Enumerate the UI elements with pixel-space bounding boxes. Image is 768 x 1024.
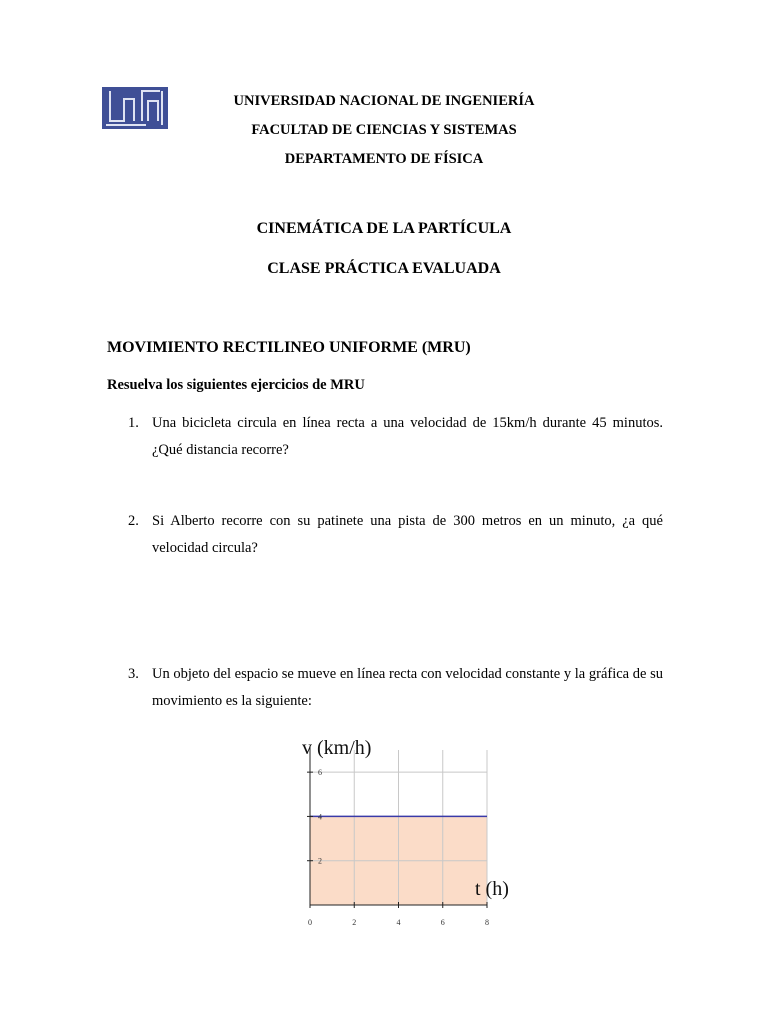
exercise-number: 3. <box>128 666 139 682</box>
x-tick-label: 2 <box>352 918 357 927</box>
x-axis-label: t (h) <box>475 878 509 900</box>
exercise-number: 1. <box>128 415 139 431</box>
y-tick-label: 4 <box>318 812 322 822</box>
exercise-text: Una bicicleta circula en línea recta a una velocidad de 15km/h durante 45 minutos. ¿Qué distancia recorre? <box>152 415 663 458</box>
instructions: Resuelva los siguientes ejercicios de MRU <box>107 377 365 393</box>
document-title: CINEMÁTICA DE LA PARTÍCULA <box>256 220 512 237</box>
y-tick-label: 6 <box>318 768 322 778</box>
exercise-text: Si Alberto recorre con su patinete una pista de 300 metros en un minuto, ¿a qué velocidad circula? <box>152 513 663 556</box>
exercise-number: 2. <box>128 513 139 529</box>
exercise-3 <box>128 661 663 715</box>
y-axis-label: v (km/h) <box>302 737 372 759</box>
velocity-time-graph <box>290 732 530 932</box>
exercise-1 <box>128 410 663 464</box>
section-heading: MOVIMIENTO RECTILINEO UNIFORME (MRU) <box>107 339 471 356</box>
exercise-text: Un objeto del espacio se mueve en línea recta con velocidad constante y la gráfica de su movimiento es la siguiente: <box>152 666 663 709</box>
exercise-2 <box>128 508 663 562</box>
x-tick-label: 0 <box>308 918 312 927</box>
x-tick-label: 8 <box>485 918 489 927</box>
x-tick-label: 6 <box>440 918 445 927</box>
department-name: DEPARTAMENTO DE FÍSICA <box>284 151 484 167</box>
document-subtitle: CLASE PRÁCTICA EVALUADA <box>267 260 501 277</box>
faculty-name: FACULTAD DE CIENCIAS Y SISTEMAS <box>251 122 517 138</box>
x-tick-label: 4 <box>396 918 401 927</box>
y-tick-label: 2 <box>318 856 322 866</box>
university-name: UNIVERSIDAD NACIONAL DE INGENIERÍA <box>233 93 535 109</box>
